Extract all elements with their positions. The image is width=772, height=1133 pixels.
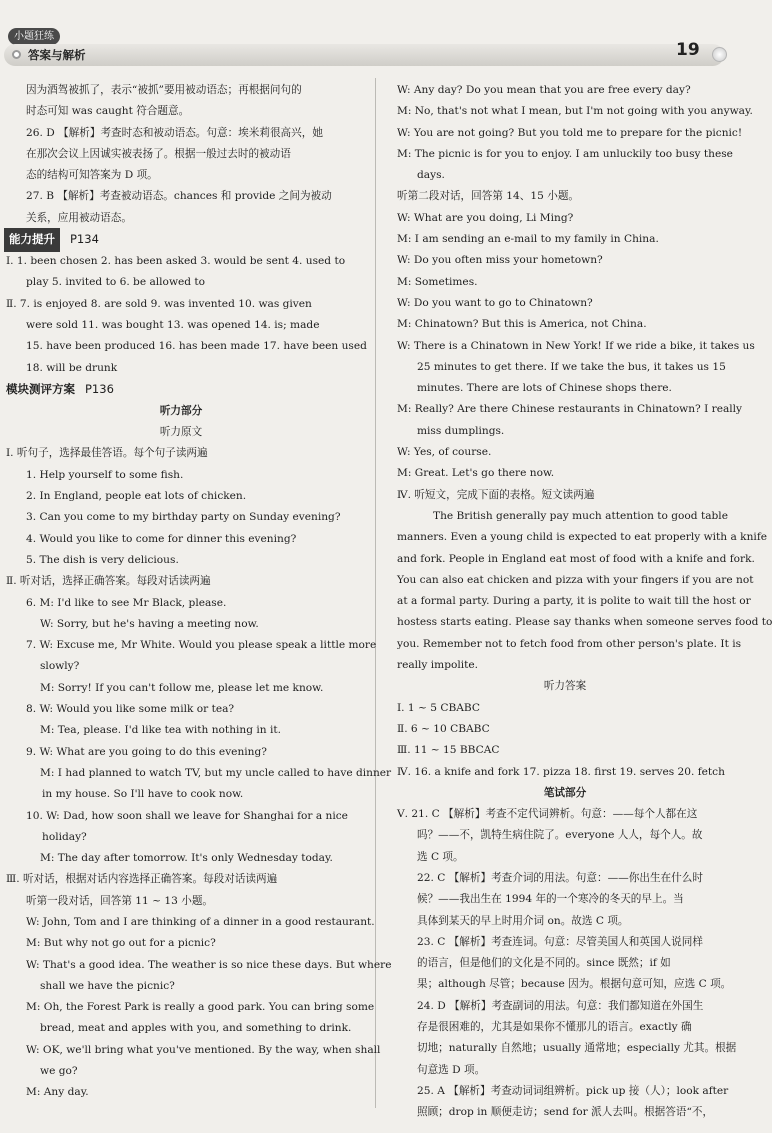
- left-column: [6, 80, 392, 1104]
- text-line: bread, meat and apples with you, and something to drink.: [40, 1022, 352, 1035]
- text-line: W: Do you want to go to Chinatown?: [397, 296, 593, 309]
- text-line: 候？——我出生在 1994 年的一个寒冷的冬天的早上。当: [417, 893, 684, 906]
- text-line: Ⅱ. 听对话，选择正确答案。每段对话读两遍: [6, 575, 211, 588]
- text-line: 时态可知 was caught 符合题意。: [26, 105, 190, 118]
- text-line: W: OK, we'll bring what you've mentioned. By the way, when shall: [26, 1043, 381, 1056]
- text-line: Ⅱ. 7. is enjoyed 8. are sold 9. was invented 10. was given: [6, 297, 312, 310]
- subsection-title: 听力答案: [543, 680, 587, 693]
- text-line: 吗？——不，凯特生病住院了。everyone 人人，每个人。故: [417, 829, 703, 842]
- section-heading: [6, 229, 356, 251]
- text-line: Ⅰ. 1 ~ 5 CBABC: [397, 701, 481, 714]
- text-line: 1. Help yourself to some fish.: [26, 468, 184, 481]
- text-line: 6. M: I'd like to see Mr Black, please.: [26, 596, 227, 609]
- text-line: 10. W: Dad, how soon shall we leave for Shanghai for a nice: [26, 809, 348, 822]
- text-line: M: But why not go out for a picnic?: [26, 937, 216, 950]
- text-line: 因为酒驾被抓了，表示“被抓”要用被动语态；再根据问句的: [26, 84, 302, 96]
- part-title: 笔试部分: [543, 786, 587, 799]
- text-line: M: Sorry! If you can't follow me, please let me know.: [40, 681, 324, 694]
- text-line: slowly?: [40, 660, 80, 673]
- text-line: 选 C 项。: [417, 850, 464, 863]
- right-column: [397, 80, 772, 1124]
- text-line: holiday?: [42, 830, 87, 843]
- text-line: M: Tea, please. I'd like tea with nothing in it.: [40, 724, 281, 737]
- text-line: 5. The dish is very delicious.: [26, 553, 179, 566]
- text-line: minutes. There are lots of Chinese shops there.: [417, 382, 672, 395]
- text-line: 15. have been produced 16. has been made 17. have been used: [26, 340, 367, 353]
- text-line: 句意选 D 项。: [417, 1063, 486, 1076]
- text-line: You can also eat chicken and pizza with your fingers if you are not: [397, 573, 754, 586]
- page-reference: P136: [85, 382, 114, 397]
- text-line: W: That's a good idea. The weather is so nice these days. But where: [26, 958, 392, 971]
- text-line: 18. will be drunk: [26, 361, 118, 374]
- text-line: M: I am sending an e-mail to my family in China.: [397, 233, 659, 246]
- text-line: at a formal party. During a party, it is polite to wait till the host or: [397, 595, 751, 608]
- circle-icon: [712, 47, 727, 62]
- text-line: 听第二段对话，回答第 14、15 小题。: [397, 190, 580, 203]
- text-line: we go?: [40, 1065, 78, 1078]
- text-line: hostess starts eating. Please say thanks when someone serves food to: [397, 616, 772, 629]
- text-line: M: Chinatown? But this is America, not China.: [397, 318, 647, 331]
- text-line: shall we have the picnic?: [40, 979, 175, 992]
- text-line: 关系，应用被动语态。: [26, 211, 132, 224]
- text-line: Ⅳ. 16. a knife and fork 17. pizza 18. first 19. serves 20. fetch: [397, 765, 725, 778]
- text-line: M: Oh, the Forest Park is really a good park. You can bring some: [26, 1001, 375, 1014]
- page-header: [0, 0, 768, 70]
- text-line: you. Remember not to fetch food from other person's plate. It is: [397, 637, 742, 650]
- text-line: M: I had planned to watch TV, but my uncle called to have dinner: [40, 766, 392, 779]
- text-line: 8. W: Would you like some milk or tea?: [26, 703, 235, 716]
- text-line: M: The day after tomorrow. It's only Wednesday today.: [40, 852, 333, 865]
- text-line: W: Sorry, but he's having a meeting now.: [40, 617, 259, 630]
- text-line: Ⅳ. 听短文，完成下面的表格。短文读两遍: [397, 488, 595, 501]
- text-line: manners. Even a young child is expected to eat properly with a knife: [397, 531, 768, 544]
- text-line: 果；although 尽管；because 因为。根据句意可知，应选 C 项。: [417, 978, 732, 991]
- text-line: 7. W: Excuse me, Mr White. Would you please speak a little more: [26, 639, 377, 652]
- text-line: Ⅱ. 6 ~ 10 CBABC: [397, 722, 490, 735]
- text-line: 存是很困难的，尤其是如果你不懂那儿的语言。exactly 确: [417, 1021, 692, 1034]
- page-reference: P134: [70, 232, 99, 247]
- section-label: 答案与解析: [28, 48, 86, 62]
- text-line: M: No, that's not what I mean, but I'm not going with you anyway.: [397, 105, 753, 118]
- page-number: 19: [676, 40, 700, 60]
- text-line: M: The picnic is for you to enjoy. I am unluckily too busy these: [397, 147, 733, 160]
- text-line: days.: [417, 169, 445, 182]
- text-line: 27. B 【解析】考查被动语态。chances 和 provide 之间为被动: [26, 190, 332, 203]
- text-line: 24. D 【解析】考查副词的用法。句意：我们都知道在外国生: [417, 999, 704, 1012]
- text-line: W: Any day? Do you mean that you are free every day?: [397, 84, 691, 96]
- text-line: W: John, Tom and I are thinking of a dinner in a good restaurant.: [26, 915, 375, 928]
- brand-badge: 小题狂练: [8, 28, 60, 45]
- bullet-icon: [12, 50, 21, 59]
- text-line: 22. C 【解析】考查介词的用法。句意：——你出生在什么时: [417, 871, 703, 884]
- text-line: M: Really? Are there Chinese restaurants in Chinatown? I really: [397, 403, 743, 416]
- part-title: 听力部分: [159, 404, 203, 417]
- text-line: 26. D 【解析】考查时态和被动语态。句意：埃米莉很高兴，她: [26, 126, 323, 139]
- text-line: W: There is a Chinatown in New York! If we ride a bike, it takes us: [397, 339, 755, 352]
- text-line: 23. C 【解析】考查连词。句意：尽管美国人和英国人说同样: [417, 935, 703, 948]
- text-line: 3. Can you come to my birthday party on Sunday evening?: [26, 511, 341, 524]
- text-line: Ⅴ. 21. C 【解析】考查不定代词辨析。句意：——每个人都在这: [397, 808, 698, 821]
- text-line: and fork. People in England eat most of food with a knife and fork.: [397, 552, 755, 565]
- text-line: miss dumplings.: [417, 424, 505, 437]
- text-line: 具体到某天的早上时用介词 on。故选 C 项。: [417, 914, 629, 927]
- text-line: Ⅰ. 1. been chosen 2. has been asked 3. would be sent 4. used to: [6, 255, 346, 268]
- text-line: 态的结构可知答案为 D 项。: [26, 169, 158, 182]
- text-line: M: Sometimes.: [397, 275, 478, 288]
- text-line: The British generally pay much attention to good table: [433, 509, 728, 522]
- text-line: W: Do you often miss your hometown?: [397, 254, 603, 267]
- section-heading: [6, 379, 356, 401]
- text-line: 9. W: What are you going to do this evening?: [26, 745, 267, 758]
- text-line: W: What are you doing, Li Ming?: [397, 211, 574, 224]
- text-line: 25 minutes to get there. If we take the bus, it takes us 15: [417, 360, 726, 373]
- text-line: really impolite.: [397, 659, 479, 672]
- text-line: play 5. invited to 6. be allowed to: [26, 276, 206, 289]
- text-line: Ⅲ. 11 ~ 15 BBCAC: [397, 744, 500, 757]
- text-line: 4. Would you like to come for dinner this evening?: [26, 532, 297, 545]
- text-line: 在那次会议上因诚实被表扬了。根据一般过去时的被动语: [26, 147, 291, 160]
- text-line: M: Great. Let's go there now.: [397, 467, 555, 480]
- column-divider: [375, 78, 376, 1108]
- text-line: in my house. So I'll have to cook now.: [42, 788, 244, 801]
- text-line: 25. A 【解析】考查动词词组辨析。pick up 接（人）；look after: [417, 1084, 729, 1097]
- text-line: were sold 11. was bought 13. was opened 14. is; made: [26, 318, 320, 331]
- text-line: 2. In England, people eat lots of chicken.: [26, 490, 247, 503]
- text-line: W: You are not going? But you told me to prepare for the picnic!: [397, 126, 743, 139]
- header-strip: [4, 44, 724, 66]
- section-title: 模块测评方案: [6, 382, 75, 397]
- text-line: M: Any day.: [26, 1086, 89, 1099]
- section-badge: 能力提升: [4, 228, 60, 251]
- text-line: W: Yes, of course.: [397, 446, 492, 459]
- text-line: Ⅲ. 听对话，根据对话内容选择正确答案。每段对话读两遍: [6, 873, 278, 886]
- text-line: 的语言，但是他们的文化是不同的。since 既然；if 如: [417, 957, 671, 970]
- subsection-title: 听力原文: [159, 426, 203, 439]
- text-line: 听第一段对话，回答第 11 ~ 13 小题。: [26, 894, 214, 907]
- text-line: 照顾；drop in 顺便走访；send for 派人去叫。根据答语“不，: [417, 1106, 714, 1119]
- text-line: 切地；naturally 自然地；usually 通常地；especially 尤其。根据: [417, 1042, 737, 1055]
- text-line: Ⅰ. 听句子，选择最佳答语。每个句子读两遍: [6, 447, 208, 460]
